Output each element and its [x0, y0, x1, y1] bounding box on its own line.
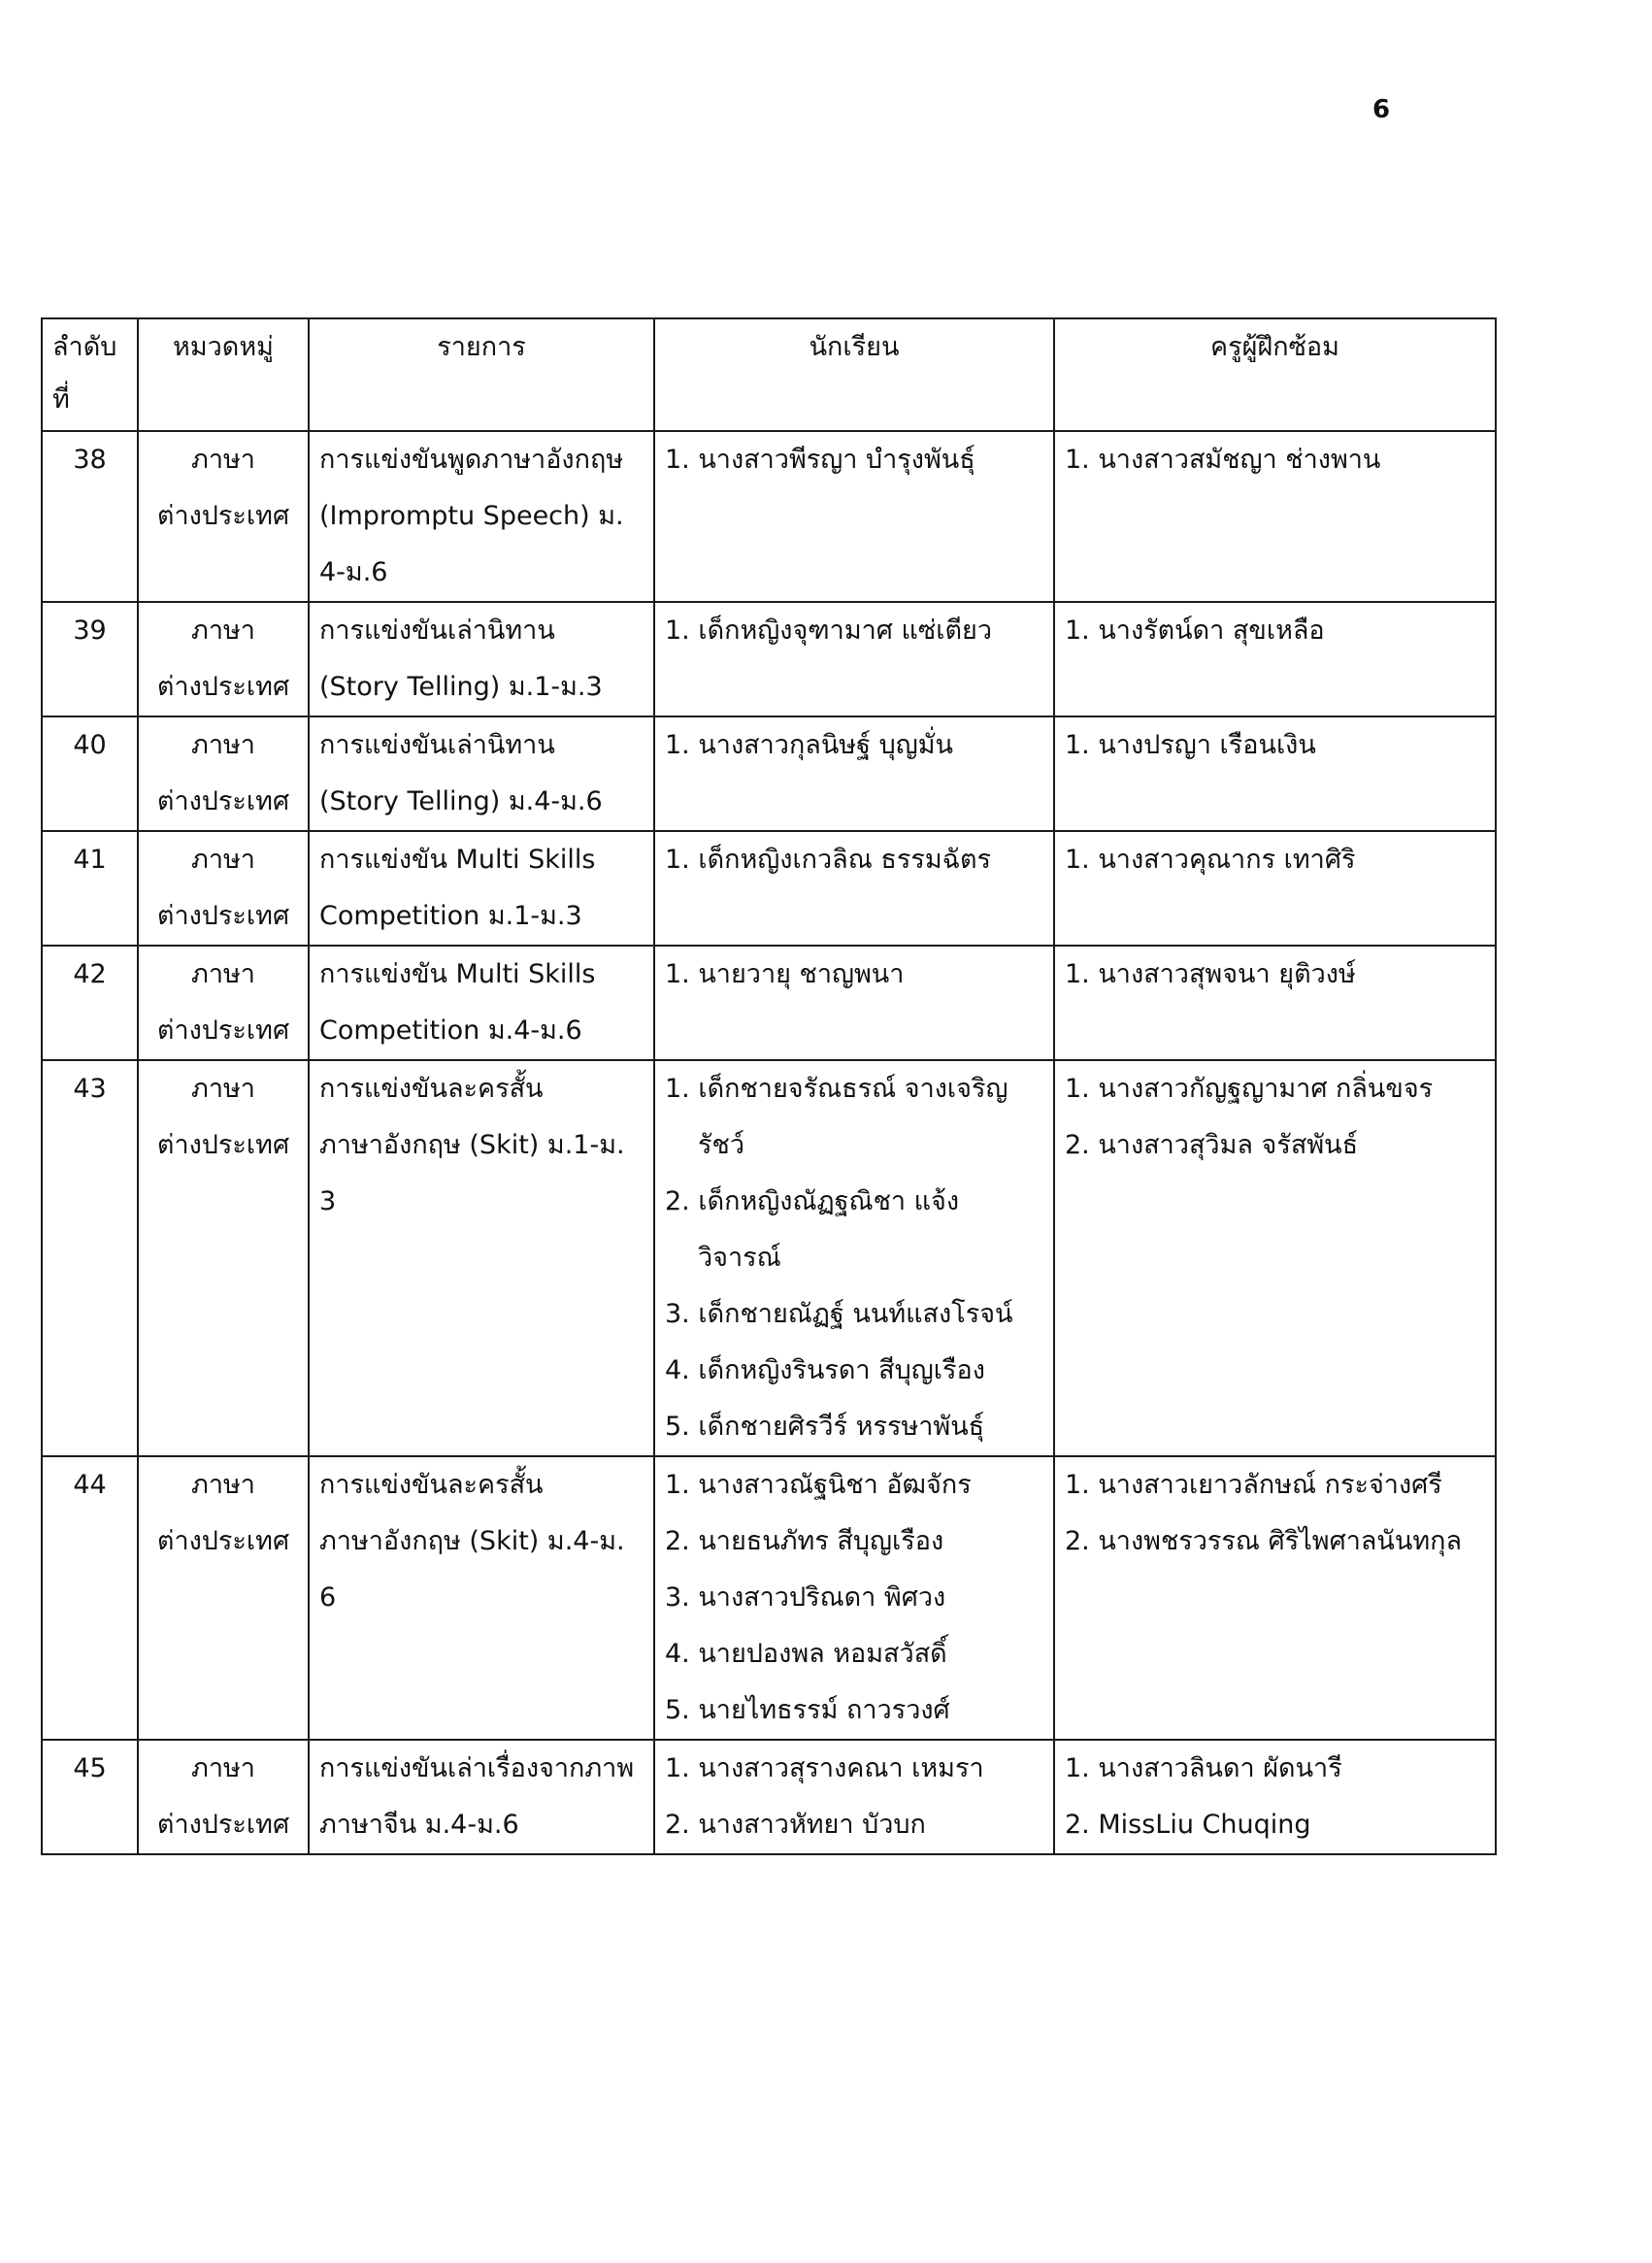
table-row — [42, 431, 1496, 602]
student-entry-cont: รัชว์ — [698, 1130, 744, 1160]
student-entry: 1. เด็กชายจรัณธรณ์ จางเจริญ — [665, 1074, 1008, 1104]
competition-table — [41, 317, 1497, 1855]
row-category: ภาษา ต่างประเทศ — [138, 831, 309, 946]
table-header-row — [42, 318, 1496, 431]
header-no: ลำดับ ที่ — [42, 318, 138, 431]
header-teachers: ครูผู้ฝึกซ้อม — [1054, 318, 1496, 431]
row-category: ภาษา ต่างประเทศ — [138, 946, 309, 1060]
row-number: 43 — [42, 1060, 138, 1456]
row-category: ภาษา ต่างประเทศ — [138, 716, 309, 831]
table-row — [42, 1740, 1496, 1854]
row-teachers: 1. นางสาวลินดา ผัดนารี 2. MissLiu Chuqing — [1054, 1740, 1496, 1854]
page-number: 6 — [1372, 95, 1391, 124]
row-teachers: 1. นางสาวคุณากร เทาศิริ — [1054, 831, 1496, 946]
table-row — [42, 831, 1496, 946]
row-teachers: 1. นางสาวกัญฐญามาศ กลิ่นขจร 2. นางสาวสุวิมล จรัสพันธ์ — [1054, 1060, 1496, 1456]
header-students: นักเรียน — [654, 318, 1054, 431]
row-number: 45 — [42, 1740, 138, 1854]
row-category: ภาษา ต่างประเทศ — [138, 1740, 309, 1854]
row-category: ภาษา ต่างประเทศ — [138, 1456, 309, 1740]
header-category: หมวดหมู่ — [138, 318, 309, 431]
student-entry-cont: วิจารณ์ — [698, 1243, 781, 1273]
header-item: รายการ — [309, 318, 654, 431]
row-item: การแข่งขันละครสั้น ภาษาอังกฤษ (Skit) ม.4-ม. 6 — [309, 1456, 654, 1740]
row-number: 40 — [42, 716, 138, 831]
row-students: 1. นางสาวสุรางคณา เหมรา 2. นางสาวหัทยา บัวบก — [654, 1740, 1054, 1854]
row-students: 1. เด็กหญิงจุฑามาศ แซ่เตียว — [654, 602, 1054, 716]
row-teachers: 1. นางสาวเยาวลักษณ์ กระจ่างศรี 2. นางพชรวรรณ ศิริไพศาลนันทกุล — [1054, 1456, 1496, 1740]
row-item: การแข่งขันละครสั้น ภาษาอังกฤษ (Skit) ม.1-ม. 3 — [309, 1060, 654, 1456]
row-item: การแข่งขัน Multi Skills Competition ม.4-ม.6 — [309, 946, 654, 1060]
row-item: การแข่งขัน Multi Skills Competition ม.1-ม.3 — [309, 831, 654, 946]
row-item: การแข่งขันเล่าเรื่องจากภาพ ภาษาจีน ม.4-ม.6 — [309, 1740, 654, 1854]
row-students: 1. นางสาวพีรญา บำรุงพันธุ์ — [654, 431, 1054, 602]
row-number: 39 — [42, 602, 138, 716]
row-category: ภาษา ต่างประเทศ — [138, 431, 309, 602]
table-row — [42, 946, 1496, 1060]
row-item: การแข่งขันเล่านิทาน (Story Telling) ม.4-ม.6 — [309, 716, 654, 831]
row-number: 44 — [42, 1456, 138, 1740]
table-row — [42, 716, 1496, 831]
table-row — [42, 1456, 1496, 1740]
row-teachers: 1. นางสาวสมัชญา ช่างพาน — [1054, 431, 1496, 602]
student-entry: 4. เด็กหญิงรินรดา สีบุญเรือง — [665, 1355, 985, 1385]
student-entry: 2. เด็กหญิงณัฏฐณิชา แจ้ง — [665, 1186, 960, 1216]
row-students: 1. เด็กหญิงเกวลิณ ธรรมฉัตร — [654, 831, 1054, 946]
row-number: 42 — [42, 946, 138, 1060]
row-students: 1. นางสาวณัฐนิชา อัฒจักร 2. นายธนภัทร สีบุญเรือง 3. นางสาวปริณดา พิศวง 4. นายปองพล หอมสวัสดิ์ 5. นายไทธรรม์ ถาวรวงศ์ — [654, 1456, 1054, 1740]
row-number: 38 — [42, 431, 138, 602]
row-teachers: 1. นางปรญา เรือนเงิน — [1054, 716, 1496, 831]
row-teachers: 1. นางสาวสุพจนา ยุติวงษ์ — [1054, 946, 1496, 1060]
table-row — [42, 1060, 1496, 1456]
row-item: การแข่งขันเล่านิทาน (Story Telling) ม.1-ม.3 — [309, 602, 654, 716]
student-entry: 3. เด็กชายณัฏฐ์ นนท์แสงโรจน์ — [665, 1299, 1013, 1329]
table-row — [42, 602, 1496, 716]
row-number: 41 — [42, 831, 138, 946]
row-students — [654, 1060, 1054, 1456]
student-entry: 5. เด็กชายศิรวีร์ หรรษาพันธุ์ — [665, 1412, 985, 1442]
row-students: 1. นางสาวกุลนิษฐ์ บุญมั่น — [654, 716, 1054, 831]
row-category: ภาษา ต่างประเทศ — [138, 1060, 309, 1456]
row-students: 1. นายวายุ ชาญพนา — [654, 946, 1054, 1060]
row-item: การแข่งขันพูดภาษาอังกฤษ (Impromptu Speech) ม. 4-ม.6 — [309, 431, 654, 602]
row-category: ภาษา ต่างประเทศ — [138, 602, 309, 716]
row-teachers: 1. นางรัตน์ดา สุขเหลือ — [1054, 602, 1496, 716]
